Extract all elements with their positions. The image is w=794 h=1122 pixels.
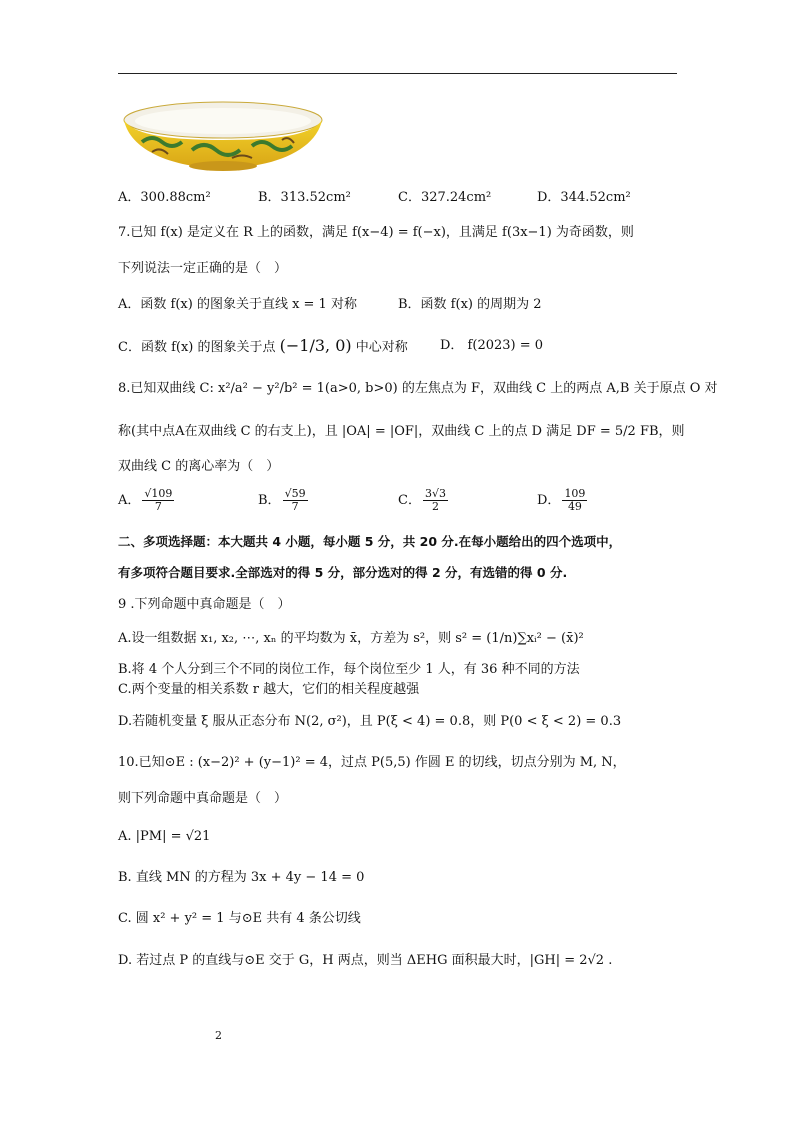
- q6-option-b: B．313.52cm²: [258, 190, 351, 205]
- q8-option-d-label: D．: [537, 493, 561, 508]
- q7-option-d: D． f(2023) = 0: [440, 338, 544, 353]
- q10-option-c: C. 圆 x² + y² = 1 与⊙E 共有 4 条公切线: [118, 911, 361, 926]
- q8-stem-line2: 称(其中点A在双曲线 C 的右支上)，且 |OA| = |OF|，双曲线 C 上的点 D 满足 DF = 5/2 FB，则: [118, 424, 685, 439]
- section2-heading-line2: 有多项符合题目要求.全部选对的得 5 分，部分选对的得 2 分，有选错的得 0 分.: [118, 565, 568, 580]
- q9-stem: 9 .下列命题中真命题是（ ）: [118, 597, 291, 612]
- q8-stem-line1: 8.已知双曲线 C: x²/a² − y²/b² = 1(a>0, b>0) 的左焦点为 F，双曲线 C 上的两点 A,B 关于原点 O 对: [118, 381, 718, 396]
- q10-option-d: D. 若过点 P 的直线与⊙E 交于 G，H 两点，则当 ΔEHG 面积最大时，|GH| = 2√2 .: [118, 953, 613, 968]
- q9-option-a: A.设一组数据 x₁, x₂, ⋯, xₙ 的平均数为 x̄，方差为 s²，则 s² = (1/n)∑xᵢ² − (x̄)²: [118, 631, 584, 646]
- q9-option-d: D.若随机变量 ξ 服从正态分布 N(2, σ²)，且 P(ξ < 4) = 0.8，则 P(0 < ξ < 2) = 0.3: [118, 714, 622, 729]
- q8-option-a-denominator: 7: [154, 500, 162, 513]
- q8-option-a-label: A．: [118, 493, 141, 508]
- q8-option-b-denominator: 7: [291, 500, 299, 513]
- q8-option-d-numerator: 109: [564, 487, 586, 500]
- q10-option-b: B. 直线 MN 的方程为 3x + 4y − 14 = 0: [118, 870, 365, 885]
- q7-option-c: [118, 337, 408, 357]
- q7-option-a: A．函数 f(x) 的图象关于直线 x = 1 对称: [118, 297, 357, 312]
- header-rule: [118, 73, 677, 74]
- q7-option-c-point: (−1/3, 0): [279, 336, 352, 355]
- q8-option-b: [258, 488, 310, 513]
- q8-option-a-numerator: √109: [144, 487, 173, 500]
- q8-option-c-denominator: 2: [431, 500, 439, 513]
- q8-option-c: [398, 488, 450, 513]
- q8-option-a-fraction: [142, 488, 174, 513]
- q6-option-a: A．300.88cm²: [118, 190, 211, 205]
- q8-option-c-fraction: [423, 488, 448, 513]
- q10-stem-line2: 则下列命题中真命题是（ ）: [118, 791, 288, 806]
- page-number: 2: [215, 1029, 222, 1042]
- q8-option-d: [537, 488, 589, 513]
- q8-option-b-label: B．: [258, 493, 281, 508]
- q8-stem-line3: 双曲线 C 的离心率为（ ）: [118, 459, 280, 474]
- q8-option-d-denominator: 49: [567, 500, 582, 513]
- q8-option-c-numerator: 3√3: [424, 487, 446, 500]
- q9-option-c: C.两个变量的相关系数 r 越大，它们的相关程度越强: [118, 682, 420, 697]
- q6-option-c: C．327.24cm²: [398, 190, 492, 205]
- q7-option-c-suffix: 中心对称: [355, 340, 408, 355]
- q8-option-d-fraction: [562, 488, 587, 513]
- q8-option-b-fraction: [283, 488, 308, 513]
- section2-heading-line1: 二、多项选择题：本大题共 4 小题，每小题 5 分，共 20 分.在每小题给出的四个选项中，: [118, 534, 622, 549]
- porcelain-bowl-image: [122, 100, 324, 172]
- q7-option-b: B．函数 f(x) 的周期为 2: [398, 297, 542, 312]
- q8-option-a: [118, 488, 176, 513]
- q7-stem-line2: 下列说法一定正确的是（ ）: [118, 261, 288, 276]
- q9-option-b: B.将 4 个人分到三个不同的岗位工作，每个岗位至少 1 人，有 36 种不同的方法: [118, 662, 580, 677]
- q6-option-d: D．344.52cm²: [537, 190, 631, 205]
- q10-option-a: A. |PM| = √21: [118, 829, 211, 844]
- q8-option-c-label: C．: [398, 493, 421, 508]
- q7-option-c-prefix: C．函数 f(x) 的图象关于点: [118, 340, 276, 355]
- q7-stem-line1: 7.已知 f(x) 是定义在 R 上的函数，满足 f(x−4) = f(−x)，且满足 f(3x−1) 为奇函数，则: [118, 225, 634, 240]
- q10-stem-line1: 10.已知⊙E : (x−2)² + (y−1)² = 4，过点 P(5,5) 作圆 E 的切线，切点分别为 M, N，: [118, 755, 626, 770]
- q8-option-b-numerator: √59: [284, 487, 306, 500]
